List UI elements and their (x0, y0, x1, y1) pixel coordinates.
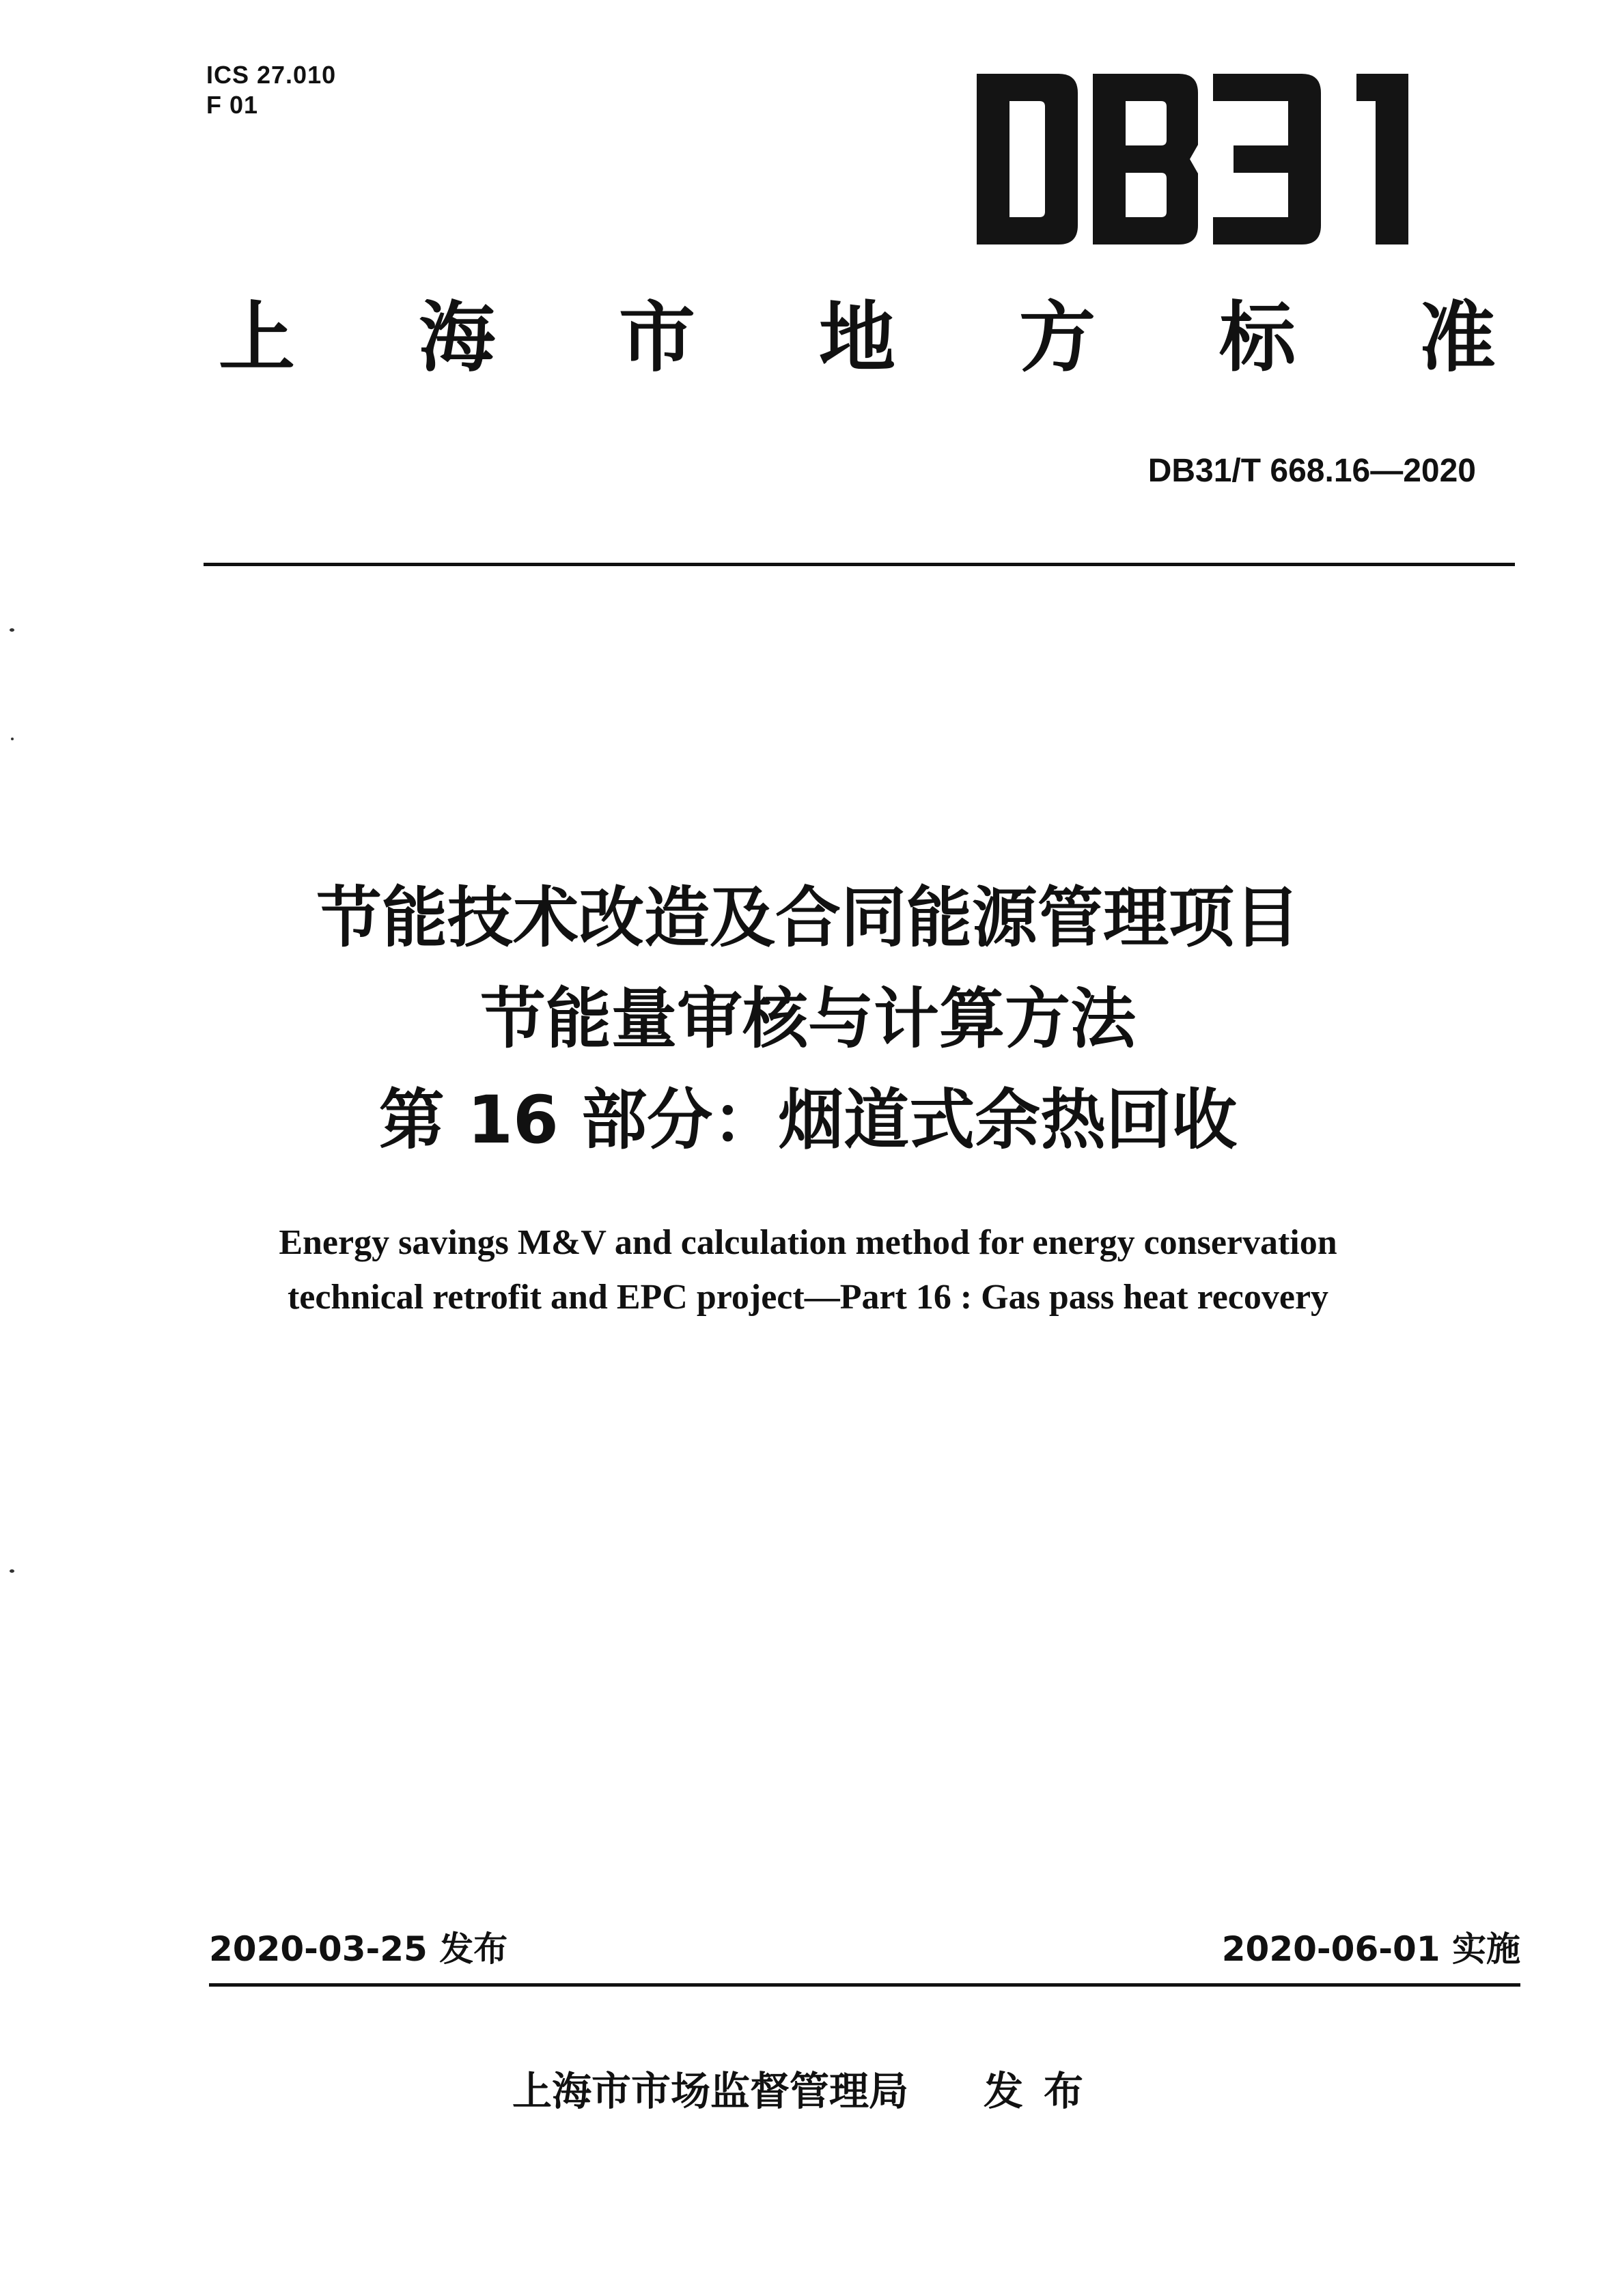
issuer-name: 上海市市场监督管理局 (512, 2068, 908, 2114)
scan-speck (10, 1569, 14, 1573)
db31-logo (977, 74, 1427, 244)
category-char: 海 (419, 294, 495, 382)
category-char: 准 (1419, 294, 1496, 382)
scan-speck (10, 628, 14, 632)
issuer-action: 发布 (984, 2068, 1104, 2114)
standard-category (219, 290, 1496, 386)
implement-date: 2020-06-01 实施 (1221, 1929, 1520, 1969)
category-char: 上 (219, 294, 295, 382)
classification-codes (206, 60, 336, 120)
zh-title-line: 节能技术改造及合同能源管理项目 (316, 880, 1300, 956)
logo-digit-1 (1356, 74, 1408, 244)
en-title-line: technical retrofit and EPC project—Part 16 : Gas pass heat recovery (287, 1278, 1329, 1317)
zh-title-line: 节能量审核与计算方法 (480, 981, 1136, 1057)
category-char: 市 (619, 294, 695, 382)
category-char: 地 (819, 294, 895, 382)
category-char: 方 (1019, 294, 1096, 382)
zh-title-line: 第 16 部分：烟道式余热回收 (378, 1082, 1238, 1158)
standard-number: DB31/T 668.16—2020 (1147, 453, 1476, 489)
zh-title (0, 867, 1616, 1171)
logo-letter-b (1093, 74, 1198, 244)
scan-speck (11, 738, 14, 740)
ics-code: ICS 27.010 (206, 61, 337, 89)
footer-divider (209, 1983, 1520, 1987)
en-title-line: Energy savings M&V and calculation method for energy conservation (279, 1223, 1337, 1262)
logo-letter-d (977, 74, 1078, 244)
issuer-line (0, 2065, 1616, 2117)
logo-digit-3 (1213, 74, 1321, 244)
en-title (0, 1216, 1616, 1325)
issue-date: 2020-03-25 发布 (209, 1929, 508, 1969)
category-char: 标 (1219, 294, 1296, 382)
class-code: F 01 (206, 91, 259, 119)
header-divider (204, 563, 1515, 566)
